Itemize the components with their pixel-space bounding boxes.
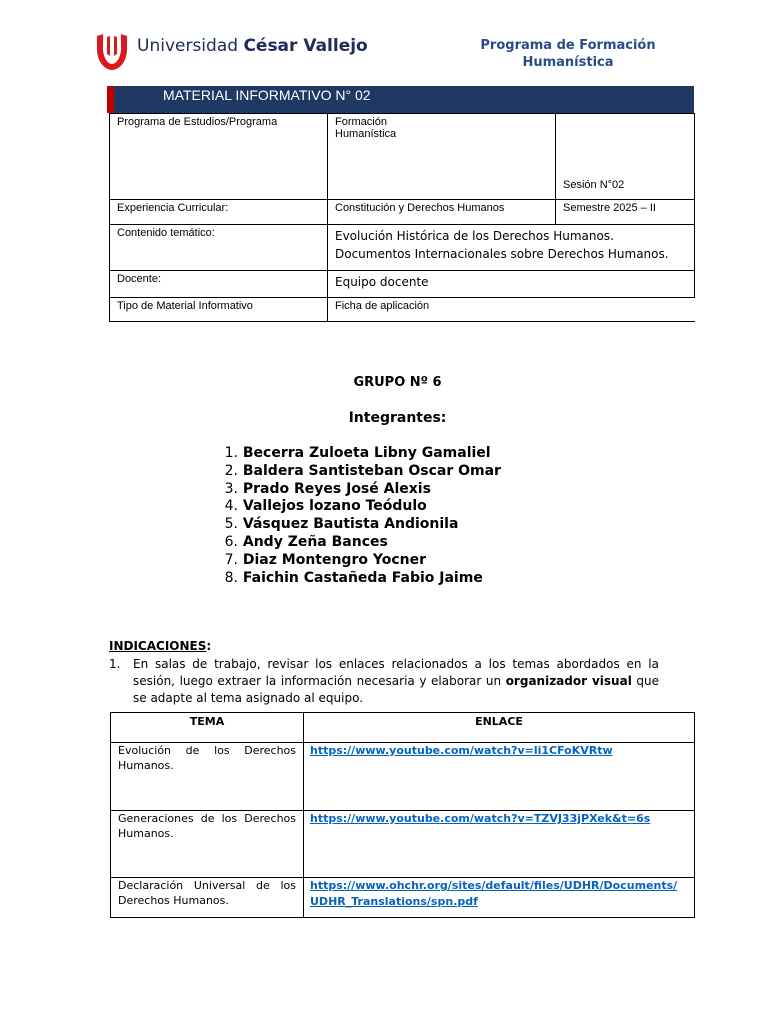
list-item: 4. Vallejos lozano Teódulo xyxy=(224,498,427,515)
list-item: 8. Faichin Castañeda Fabio Jaime xyxy=(224,569,483,586)
info-table xyxy=(109,113,695,322)
tipo-value: Ficha de aplicación xyxy=(328,298,695,322)
document-link[interactable]: https://www.ohchr.org/sites/default/files/UDHR/Documents/ UDHR_Translations/spn.pdf xyxy=(310,879,678,908)
list-item: 1. Becerra Zuloeta Libny Gamaliel xyxy=(224,445,491,461)
banner-title: MATERIAL INFORMATIVO N° 02 xyxy=(163,87,371,103)
tipo-label: Tipo de Material Informativo xyxy=(110,298,328,322)
table-row xyxy=(111,811,695,878)
program-value: Formación Humanística xyxy=(328,114,556,200)
contenido-value: Evolución Histórica de los Derechos Humanos. Documentos Internacionales sobre Derechos Humanos. xyxy=(328,225,695,271)
contenido-label: Contenido temático: xyxy=(110,225,328,271)
table-row xyxy=(111,878,695,918)
program-title: Programa de Formación Humanística xyxy=(480,38,656,70)
tema-cell: Evolución de los Derechos Humanos. xyxy=(111,743,304,811)
integrantes-heading: Integrantes: xyxy=(348,410,447,426)
members-list xyxy=(210,445,501,587)
docente-label: Docente: xyxy=(110,271,328,298)
list-item: 3. Prado Reyes José Alexis xyxy=(224,480,431,497)
tema-header: TEMA xyxy=(111,713,304,743)
enlace-header: ENLACE xyxy=(304,713,695,743)
docente-value: Equipo docente xyxy=(328,271,695,298)
banner-accent xyxy=(107,86,114,113)
program-label: Programa de Estudios/Programa xyxy=(110,114,328,200)
video-link[interactable]: https://www.youtube.com/watch?v=TZVJ33jPXek&t=6s xyxy=(310,812,651,825)
table-row xyxy=(111,743,695,811)
tema-cell: Declaración Universal de los Derechos Humanos. xyxy=(111,878,304,918)
group-title: GRUPO Nº 6 xyxy=(353,375,442,390)
list-item: 5. Vásquez Bautista Andionila xyxy=(224,516,459,533)
list-item: 2. Baldera Santisteban Oscar Omar xyxy=(224,462,501,479)
links-table xyxy=(110,712,695,918)
university-logo xyxy=(97,34,127,70)
list-item: 6. Andy Zeña Bances xyxy=(224,533,388,550)
indicacion-item: 1. En salas de trabajo, revisar los enlaces relacionados a los temas abordados en la sesión, luego extraer la información necesaria y elaborar un organizador visual que se adapte al tema asignado al equipo. xyxy=(109,657,659,705)
university-name: Universidad César Vallejo xyxy=(137,36,368,56)
semestre: Semestre 2025 – II xyxy=(556,200,695,225)
material-banner xyxy=(107,86,694,113)
experiencia-label: Experiencia Curricular: xyxy=(110,200,328,225)
session-number: Sesión N°02 xyxy=(556,114,695,200)
list-item: 7. Diaz Montengro Yocner xyxy=(224,551,426,568)
tema-cell: Generaciones de los Derechos Humanos. xyxy=(111,811,304,878)
experiencia-value: Constitución y Derechos Humanos xyxy=(328,200,556,225)
indicaciones-title: INDICACIONES: xyxy=(109,639,212,653)
video-link[interactable]: https://www.youtube.com/watch?v=li1CFoKVRtw xyxy=(310,744,613,757)
